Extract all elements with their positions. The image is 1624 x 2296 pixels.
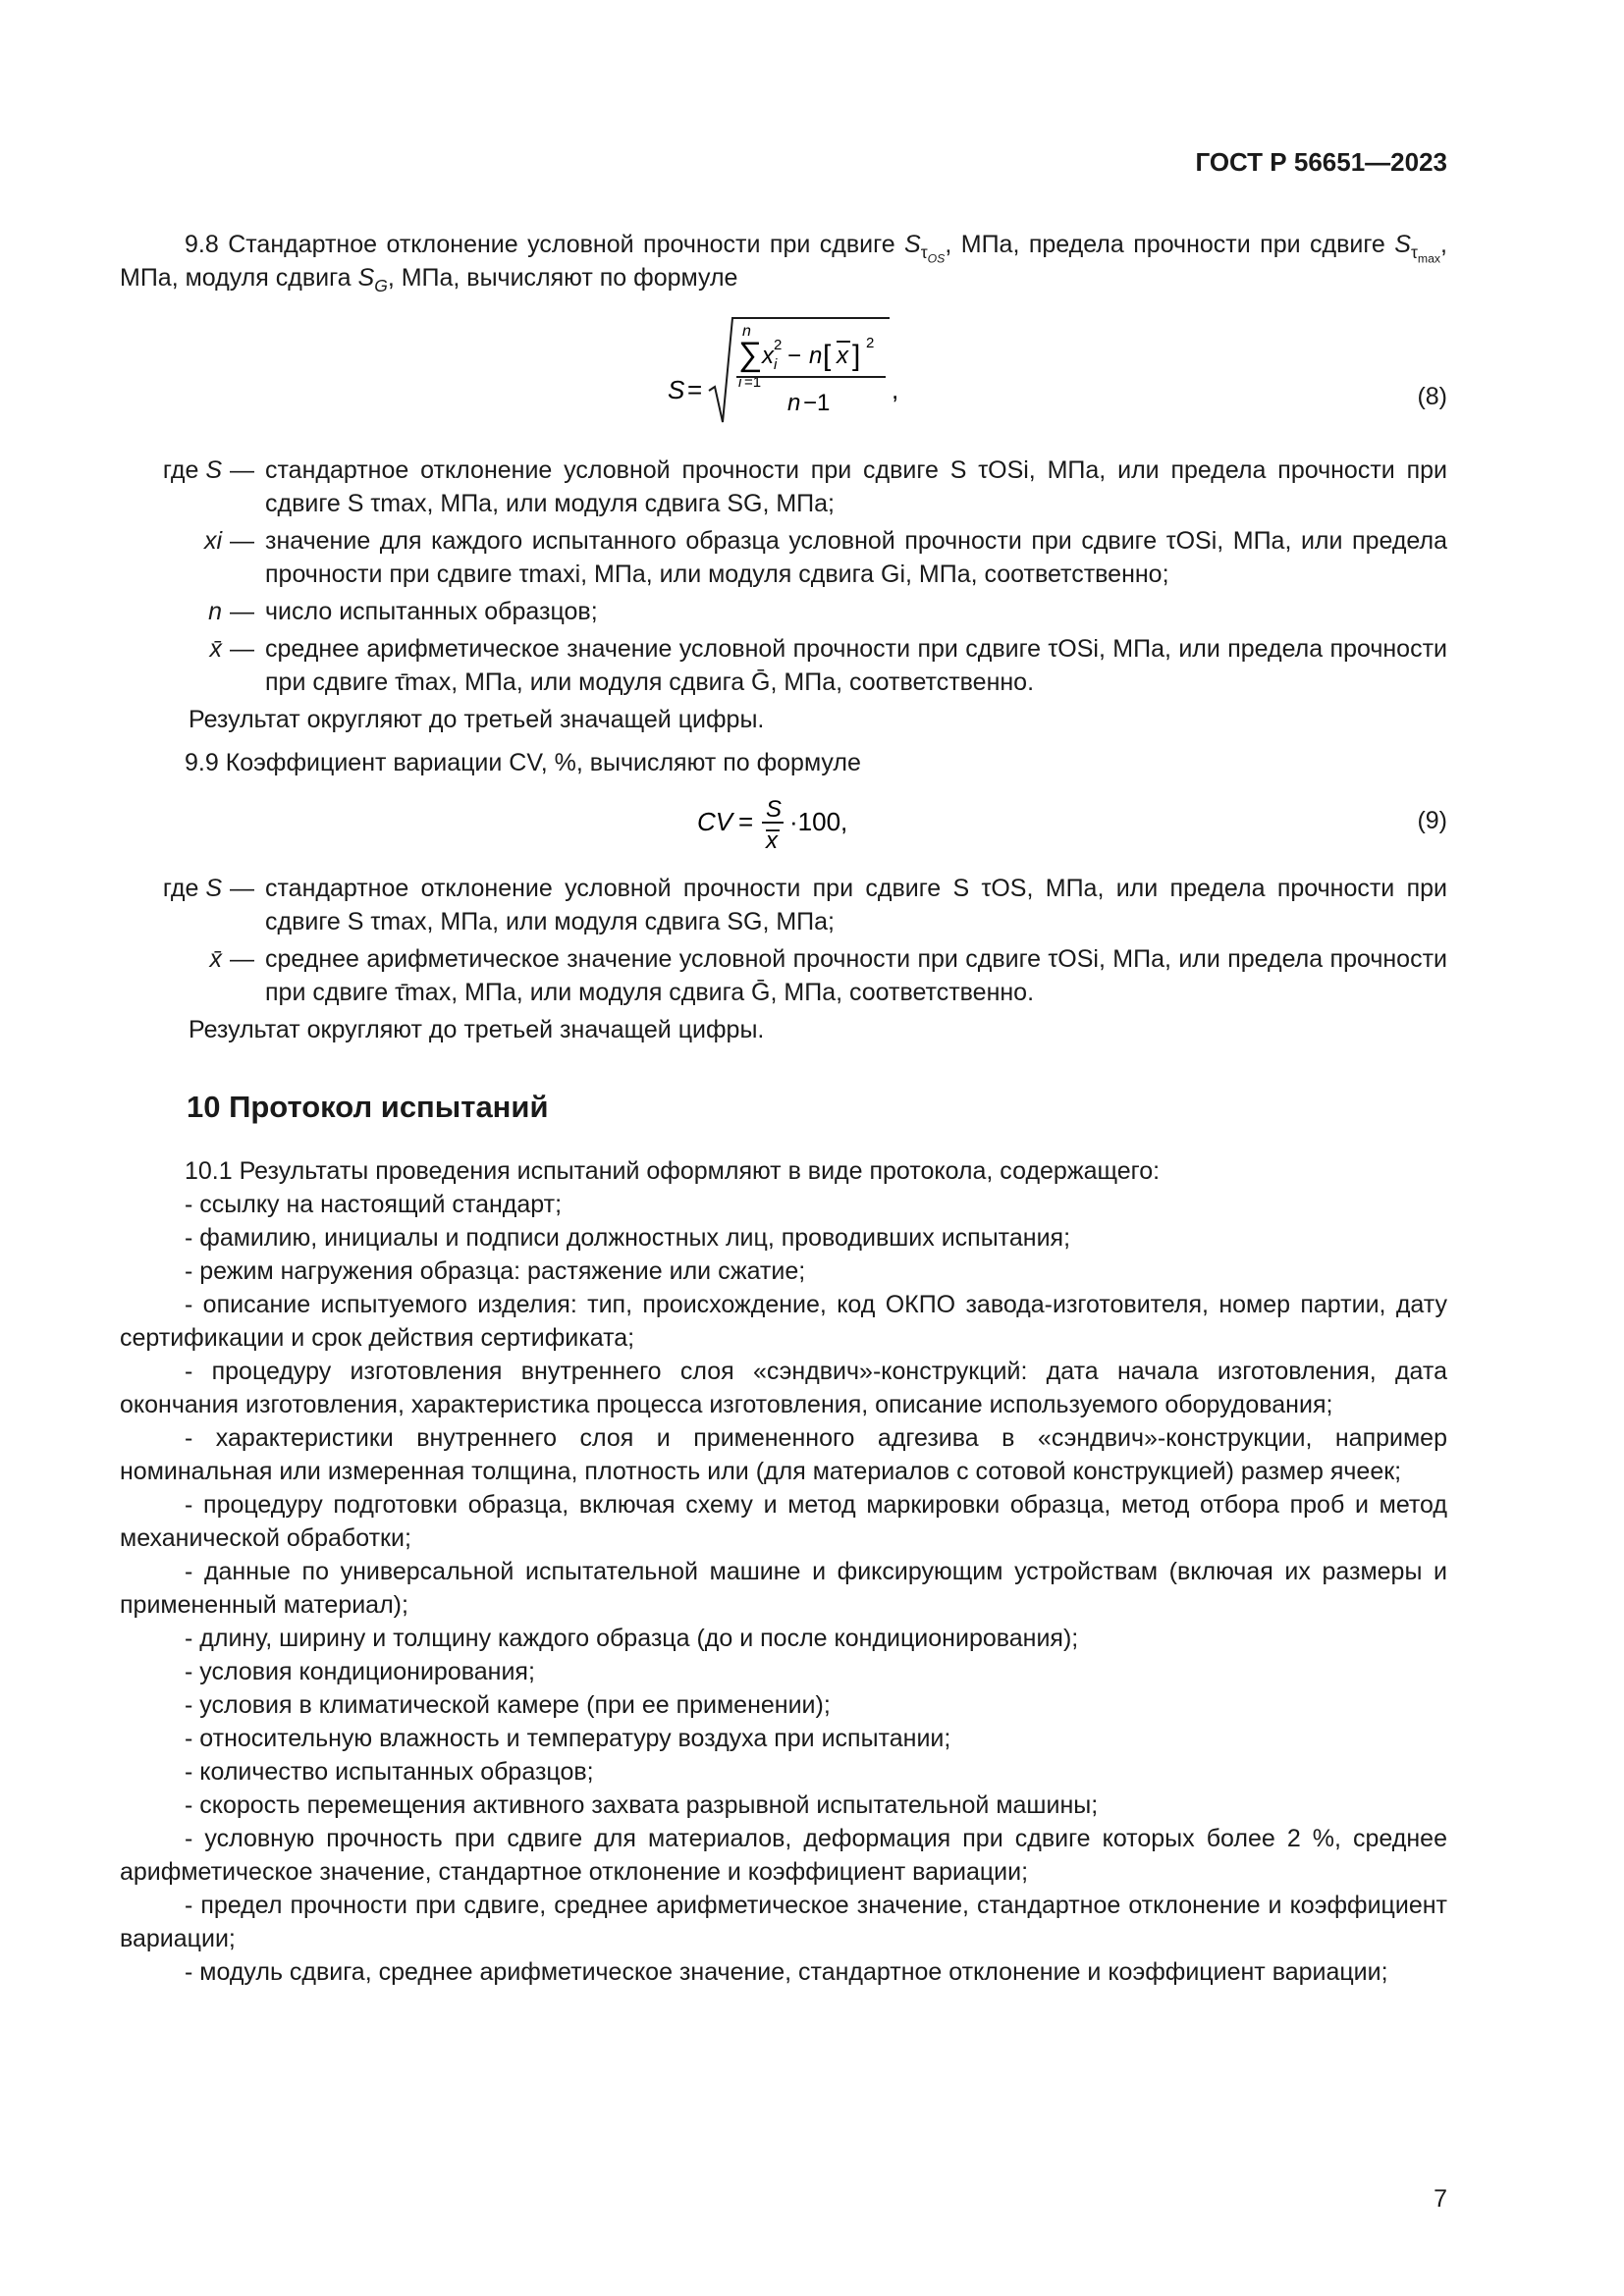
where-item: xi — значение для каждого испытанного образца условной прочности при сдвиге τOSi, МПа, или предела прочности при сдвиге τmaxi, МПа, или модуля сдвига Gi, МПа, соответственно; <box>203 527 1447 588</box>
svg-text:i: i <box>774 356 778 373</box>
list-item: - модуль сдвига, среднее арифметическое значение, стандартное отклонение и коэффициент вариации; <box>185 1958 1388 1986</box>
list-item: - данные по универсальной испытательной машине и фиксирующим устройствам (включая их размеры и примененный материал); <box>120 1558 1447 1619</box>
svg-text:[: [ <box>823 340 832 372</box>
result-note-8: Результат округляют до третьей значащей цифры. <box>189 706 765 733</box>
svg-text:·100,: ·100, <box>789 807 848 836</box>
list-item: - характеристики внутреннего слоя и примененного адгезива в «сэндвич»-конструкции, например номинальная или измеренная толщина, плотность или (для материалов с сотовой конструкцией) размер ячеек; <box>120 1424 1447 1485</box>
where-item: где S — стандартное отклонение условной прочности при сдвиге S τOS, МПа, или предела прочности при сдвиге S τmax, МПа, или модуля сдвига SG, МПа; <box>162 875 1447 935</box>
list-item: - условную прочность при сдвиге для материалов, деформация при сдвиге которых более 2 %, среднее арифметическое значение, стандартное отклонение и коэффициент вариации; <box>120 1825 1447 1886</box>
svg-text:S: S <box>766 796 783 823</box>
svg-text:n: n <box>787 390 801 416</box>
where-list-8 <box>120 454 1447 736</box>
svg-text:−1: −1 <box>803 390 831 416</box>
where-item: где S — стандартное отклонение условной прочности при сдвиге S τOSi, МПа, или предела прочности при сдвиге S τmax, МПа, или модуля сдвига SG, МПа; <box>162 456 1447 517</box>
where-list-9 <box>120 872 1447 1046</box>
svg-text:=: = <box>738 807 754 836</box>
section-10-title: 10 Протокол испытаний <box>187 1090 549 1124</box>
svg-text:2: 2 <box>866 335 875 351</box>
list-item: - фамилию, инициалы и подписи должностных лиц, проводивших испытания; <box>185 1224 1071 1252</box>
where-item: x̄ — среднее арифметическое значение условной прочности при сдвиге τOSi, МПа, или предела прочности при сдвиге τ̄max, МПа, или модуля сдвига Ḡ, МПа, соответственно. <box>209 945 1447 1006</box>
svg-text:2: 2 <box>774 337 783 353</box>
para-9-8: 9.8 Стандартное отклонение условной прочности при сдвиге $S_{\tau_{OS}}$, МПа, предела прочности при сдвиге $S_{\tau_{max}}$, МПа, модуля сдвига $S_G$, МПа, вычисляют по формуле <box>120 231 1447 296</box>
formula-8-number: (8) <box>1417 383 1447 410</box>
where-item: x̄ — среднее арифметическое значение условной прочности при сдвиге τOSi, МПа, или предела прочности при сдвиге τ̄max, МПа, или модуля сдвига Ḡ, МПа, соответственно. <box>209 635 1447 696</box>
formula-8 <box>658 312 913 430</box>
page-number: 7 <box>1434 2185 1447 2213</box>
section-10-body <box>120 1154 1447 1989</box>
list-item: - режим нагружения образца: растяжение или сжатие; <box>185 1257 806 1285</box>
svg-text:,: , <box>892 375 899 404</box>
list-item: - процедуру изготовления внутреннего слоя «сэндвич»-конструкций: дата начала изготовления, дата окончания изготовления, характеристика процесса изготовления, описание используемого оборудования; <box>120 1358 1447 1418</box>
list-item: - количество испытанных образцов; <box>185 1758 594 1786</box>
para-9-9: 9.9 Коэффициент вариации CV, %, вычисляют по формуле <box>185 749 861 776</box>
section-9-8-paragraph <box>120 228 1447 294</box>
svg-text:x: x <box>762 343 774 369</box>
list-item: - относительную влажность и температуру воздуха при испытании; <box>185 1725 951 1752</box>
section-9-9-paragraph <box>120 746 1447 779</box>
svg-text:x: x <box>837 343 848 369</box>
svg-text:n: n <box>742 323 751 340</box>
where-item: n — число испытанных образцов; <box>208 598 598 625</box>
svg-text:∑: ∑ <box>738 336 763 373</box>
svg-text:=: = <box>687 375 703 404</box>
para-10-1: 10.1 Результаты проведения испытаний оформляют в виде протокола, содержащего: <box>185 1157 1161 1185</box>
list-item: - описание испытуемого изделия: тип, происхождение, код ОКПО завода-изготовителя, номер партии, дату сертификации и срок действия сертификата; <box>120 1291 1447 1352</box>
document-id: ГОСТ Р 56651—2023 <box>1195 147 1447 177</box>
svg-text:S: S <box>668 375 685 404</box>
svg-text:−: − <box>787 343 802 369</box>
svg-text:=1: =1 <box>744 374 762 391</box>
svg-text:n: n <box>809 343 823 369</box>
list-item: - скорость перемещения активного захвата разрывной испытательной машины; <box>185 1791 1099 1819</box>
list-item: - предел прочности при сдвиге, среднее арифметическое значение, стандартное отклонение и коэффициент вариации; <box>120 1892 1447 1952</box>
list-item: - условия кондиционирования; <box>185 1658 535 1685</box>
formula-9 <box>687 787 884 856</box>
svg-text:]: ] <box>852 340 861 372</box>
formula-9-number: (9) <box>1417 807 1447 834</box>
list-item: - процедуру подготовки образца, включая схему и метод маркировки образца, метод отбора проб и метод механической обработки; <box>120 1491 1447 1552</box>
svg-text:x: x <box>766 828 778 854</box>
svg-text:i: i <box>738 374 742 391</box>
list-item: - длину, ширину и толщину каждого образца (до и после кондиционирования); <box>185 1625 1079 1652</box>
svg-text:CV: CV <box>697 807 733 836</box>
result-note-9: Результат округляют до третьей значащей цифры. <box>189 1016 765 1043</box>
list-item: - ссылку на настоящий стандарт; <box>185 1191 563 1218</box>
list-item: - условия в климатической камере (при ее применении); <box>185 1691 831 1719</box>
